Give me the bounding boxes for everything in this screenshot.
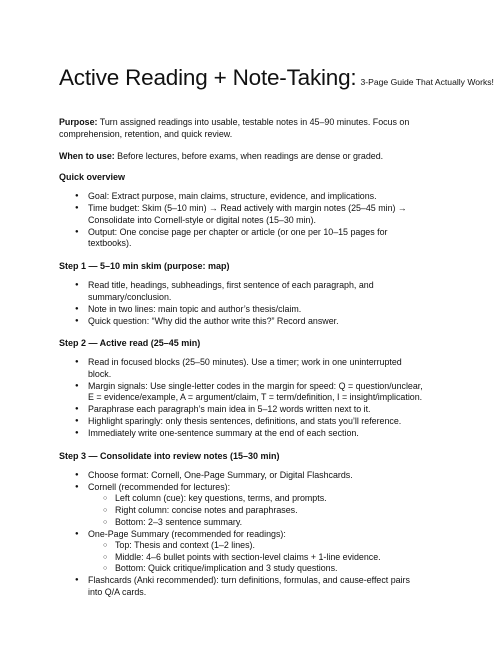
list-item: ● Output: One concise page per chapter or article (or one per 10–15 pages for textbooks).	[88, 227, 424, 250]
section-heading-step3: Step 3 — Consolidate into review notes (15–30 min)	[59, 450, 280, 461]
section-heading-step2: Step 2 — Active read (25–45 min)	[59, 338, 201, 349]
when-label: When to use:	[59, 150, 115, 161]
list-item-cornell	[88, 482, 424, 528]
step2-list	[59, 357, 424, 440]
when-to-use-paragraph	[59, 150, 424, 162]
list-item: ● Read title, headings, subheadings, first sentence of each paragraph, and summary/conclusion.	[88, 280, 424, 303]
sublist-item: ○ Left column (cue): key questions, terms, and prompts.	[115, 493, 424, 505]
list-item-flashcards: ● Flashcards (Anki recommended): turn definitions, formulas, and cause-effect pairs into Q/A cards.	[88, 575, 424, 598]
purpose-text: Turn assigned readings into usable, testable notes in 45–90 minutes. Focus on comprehension, retention, and quick review.	[59, 117, 410, 140]
list-item: ● Note in two lines: main topic and author’s thesis/claim.	[88, 304, 424, 316]
purpose-paragraph	[59, 116, 424, 141]
section-heading-step1: Step 1 — 5–10 min skim (purpose: map)	[59, 260, 230, 271]
sublist-item: ○ Bottom: Quick critique/implication and 3 study questions.	[115, 563, 424, 575]
one-page-summary-label: One-Page Summary (recommended for readings):	[88, 528, 286, 539]
purpose-label: Purpose:	[59, 117, 98, 127]
list-item: ● Goal: Extract purpose, main claims, structure, evidence, and implications.	[88, 191, 424, 203]
cornell-label: Cornell (recommended for lectures):	[88, 481, 231, 492]
sublist-item: ○ Middle: 4–6 bullet points with section-level claims + 1-line evidence.	[115, 552, 424, 564]
title-subtitle: 3-Page Guide That Actually Works!	[360, 77, 494, 87]
cornell-sublist	[88, 493, 424, 528]
list-item: ● Immediately write one-sentence summary at the end of each section.	[88, 428, 424, 440]
list-item: ● Choose format: Cornell, One-Page Summary, or Digital Flashcards.	[88, 470, 424, 482]
list-item: ● Quick question: “Why did the author write this?” Record answer.	[88, 316, 424, 328]
sublist-item: ○ Bottom: 2–3 sentence summary.	[115, 517, 424, 529]
one-page-sublist	[88, 540, 424, 575]
list-item: ● Read in focused blocks (25–50 minutes). Use a timer; work in one uninterrupted block.	[88, 357, 424, 380]
when-text: Before lectures, before exams, when readings are dense or graded.	[114, 150, 384, 161]
step1-list	[59, 280, 424, 327]
list-item-one-page-summary	[88, 529, 424, 575]
list-item: ● Paraphrase each paragraph’s main idea in 5–12 words written next to it.	[88, 404, 424, 416]
list-item: ● Margin signals: Use single-letter codes in the margin for speed: Q = question/unclear, E = evidence/example, A = argument/claim, T = term/definition, I = insight/implication.	[88, 381, 424, 404]
list-item: ● Highlight sparingly: only thesis sentences, definitions, and stats you’ll reference.	[88, 416, 424, 428]
overview-list	[59, 191, 424, 250]
sublist-item: ○ Top: Thesis and context (1–2 lines).	[115, 540, 424, 552]
sublist-item: ○ Right column: concise notes and paraphrases.	[115, 505, 424, 517]
section-heading-overview: Quick overview	[59, 172, 126, 183]
title-main: Active Reading + Note-Taking:	[59, 65, 357, 90]
step3-list	[59, 470, 424, 599]
document-title	[59, 63, 494, 97]
list-item: ● Time budget: Skim (5–10 min) → Read actively with margin notes (25–45 min) → Consolidate into Cornell-style or digital notes (15–30 min).	[88, 203, 424, 226]
